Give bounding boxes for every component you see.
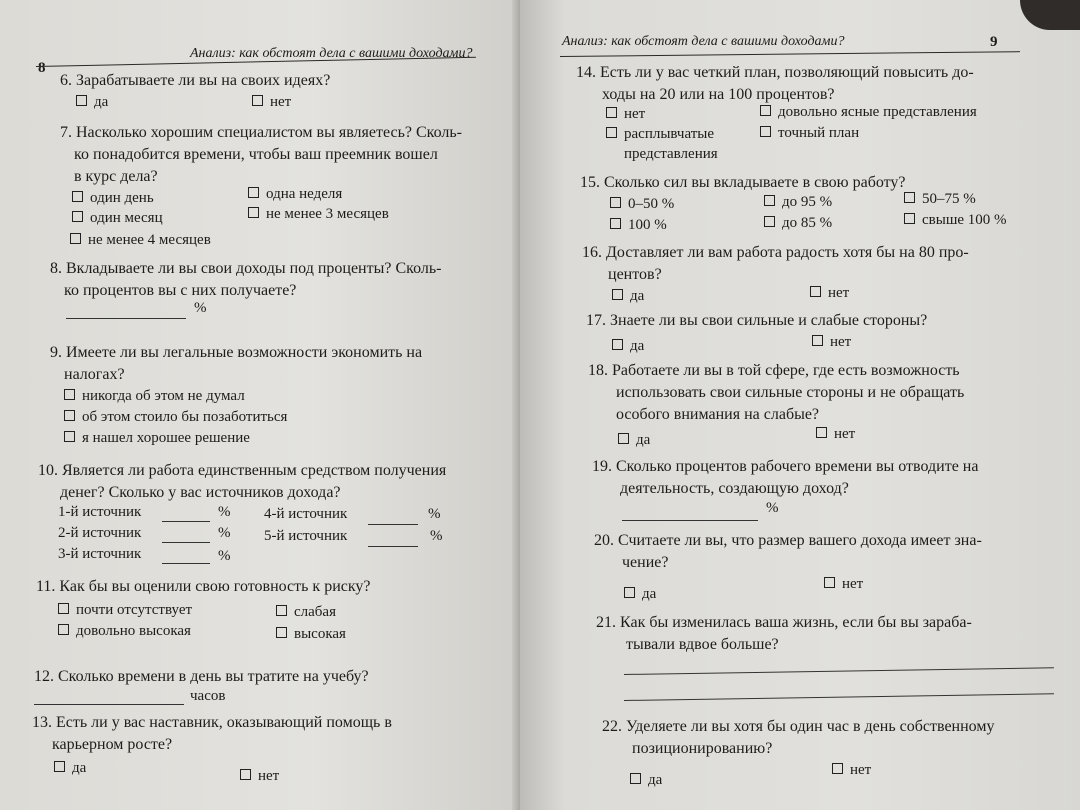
option-one-month[interactable]: один месяц [72,210,163,227]
option-exact-plan[interactable]: точный план [760,125,859,142]
option-vague[interactable]: расплывчатые [606,126,714,143]
option-one-day[interactable]: один день [72,190,154,207]
checkbox-icon [64,410,75,421]
answer-line[interactable] [34,704,184,705]
checkbox-icon [610,218,621,229]
answer-line[interactable] [162,563,210,564]
option-yes[interactable]: да [624,586,656,603]
checkbox-icon [610,197,621,208]
question-8: 8. Вкладываете ли вы свои доходы под проценты? Сколь- ко процентов вы с них получаете? [50,260,442,299]
option-clear-idea[interactable]: довольно ясные представления [760,104,977,121]
checkbox-icon [606,127,617,138]
question-14: 14. Есть ли у вас четкий план, позволяющий повысить до- ходы на 20 или на 100 процентов? [576,64,974,103]
checkbox-icon [760,105,771,116]
checkbox-icon [54,761,65,772]
checkbox-icon [612,289,623,300]
option-no[interactable]: нет [810,285,849,302]
percent-unit: % [430,528,443,544]
percent-unit: % [218,548,231,564]
option-no[interactable]: нет [812,334,851,351]
question-21: 21. Как бы изменилась ваша жизнь, если бы вы зараба- тывали вдвое больше? [596,614,972,653]
checkbox-icon [824,577,835,588]
source-3-label: 3-й источник [58,546,142,562]
question-6: 6. Зарабатываете ли вы на своих идеях? [60,72,331,89]
answer-line[interactable] [622,520,758,521]
checkbox-icon [618,433,629,444]
source-2-label: 2-й источник [58,525,142,541]
option-yes[interactable]: да [630,772,662,789]
option-no[interactable]: нет [816,426,855,443]
checkbox-icon [252,95,263,106]
checkbox-icon [276,605,287,616]
option-one-week[interactable]: одна неделя [248,186,342,203]
right-page [520,0,1080,810]
option-almost-none[interactable]: почти отсутствует [58,602,192,619]
question-16: 16. Доставляет ли вам работа радость хотя бы на 80 про- центов? [582,244,969,283]
question-10: 10. Является ли работа единственным средством получения денег? Сколько у вас источников дохода? [38,462,447,501]
checkbox-icon [764,195,775,206]
running-header: Анализ: как обстоят дела с вашими доходами? [190,46,473,61]
answer-line[interactable] [66,318,186,319]
checkbox-icon [764,216,775,227]
checkbox-icon [760,126,771,137]
option-50-75[interactable]: 50–75 % [904,191,976,208]
option-no[interactable]: нет [832,762,871,779]
percent-unit: % [218,525,231,541]
option-yes[interactable]: да [54,760,86,777]
checkbox-icon [64,431,75,442]
question-15: 15. Сколько сил вы вкладываете в свою работу? [580,174,906,191]
question-13: 13. Есть ли у вас наставник, оказывающий помощь в карьерном росте? [32,714,392,753]
header-rule [560,51,1020,57]
question-18: 18. Работаете ли вы в той сфере, где есть возможность использовать свои сильные стороны и не обращать особого внимания на слабые? [588,362,965,423]
option-no[interactable]: нет [240,768,279,785]
option-should-care[interactable]: об этом стоило бы позаботиться [64,409,287,426]
checkbox-icon [612,339,623,350]
option-up-to-95[interactable]: до 95 % [764,194,832,211]
option-found-solution[interactable]: я нашел хорошее решение [64,430,250,447]
checkbox-icon [276,627,287,638]
percent-unit: % [218,504,231,520]
checkbox-icon [904,192,915,203]
option-never-thought[interactable]: никогда об этом не думал [64,388,245,405]
option-yes[interactable]: да [618,432,650,449]
option-no[interactable]: нет [606,106,645,123]
answer-line[interactable] [162,521,210,522]
option-over-100[interactable]: свыше 100 % [904,212,1007,229]
question-19: 19. Сколько процентов рабочего времени вы отводите на деятельность, создающую доход? [592,458,979,497]
answer-line[interactable] [162,542,210,543]
checkbox-icon [624,587,635,598]
checkbox-icon [58,624,69,635]
question-9: 9. Имеете ли вы легальные возможности экономить на налогах? [50,344,423,383]
checkbox-icon [76,95,87,106]
page-number: 9 [990,34,998,50]
option-yes[interactable]: да [612,338,644,355]
question-20: 20. Считаете ли вы, что размер вашего дохода имеет зна- чение? [594,532,982,571]
checkbox-icon [606,107,617,118]
checkbox-icon [58,603,69,614]
option-100[interactable]: 100 % [610,217,667,234]
answer-line[interactable] [368,524,418,525]
checkbox-icon [810,286,821,297]
percent-unit: % [428,506,441,522]
checkbox-icon [630,773,641,784]
checkbox-icon [64,389,75,400]
checkbox-icon [904,213,915,224]
option-no[interactable]: нет [252,94,291,111]
answer-line[interactable] [368,546,418,547]
option-0-50[interactable]: 0–50 % [610,196,674,213]
checkbox-icon [832,763,843,774]
source-4-label: 4-й источник [264,506,348,522]
option-3-months[interactable]: не менее 3 месяцев [248,206,389,223]
checkbox-icon [248,187,259,198]
option-fairly-high[interactable]: довольно высокая [58,623,191,640]
page-number: 8 [38,60,46,76]
checkbox-icon [72,191,83,202]
option-4-months[interactable]: не менее 4 месяцев [70,232,211,249]
running-header: Анализ: как обстоят дела с вашими доходами? [562,34,845,49]
checkbox-icon [70,233,81,244]
checkbox-icon [816,427,827,438]
checkbox-icon [248,207,259,218]
question-12: 12. Сколько времени в день вы тратите на учебу? [34,668,369,685]
percent-unit: % [194,300,207,316]
checkbox-icon [240,769,251,780]
percent-unit: % [766,500,779,516]
source-5-label: 5-й источник [264,528,348,544]
option-yes[interactable]: да [76,94,108,111]
source-1-label: 1-й источник [58,504,142,520]
hours-unit: часов [190,688,226,704]
answer-line[interactable] [624,693,1054,701]
question-11: 11. Как бы вы оценили свою готовность к риску? [36,578,371,595]
checkbox-icon [72,211,83,222]
question-17: 17. Знаете ли вы свои сильные и слабые стороны? [586,312,928,329]
left-page [0,0,520,810]
option-yes[interactable]: да [612,288,644,305]
option-continuation: представления [624,146,718,162]
option-no[interactable]: нет [824,576,863,593]
option-up-to-85[interactable]: до 85 % [764,215,832,232]
checkbox-icon [812,335,823,346]
question-7: 7. Насколько хорошим специалистом вы являетесь? Сколь- ко понадобится времени, чтобы ваш преемник вошел в курс дела? [60,124,463,185]
option-weak[interactable]: слабая [276,604,336,621]
question-22: 22. Уделяете ли вы хотя бы один час в день собственному позиционированию? [602,718,995,757]
option-high[interactable]: высокая [276,626,346,643]
answer-line[interactable] [624,667,1054,675]
